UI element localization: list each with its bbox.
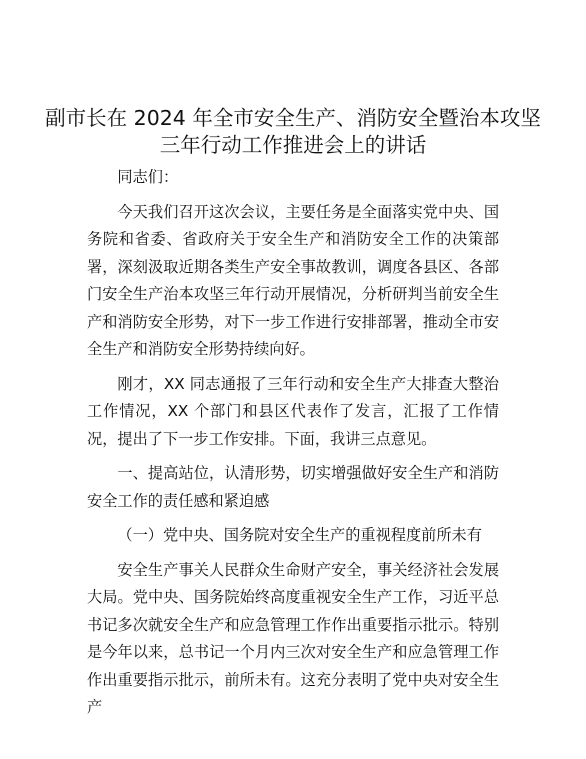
document-body	[87, 164, 499, 729]
body-paragraph-summary: 刚才，XX 同志通报了三年行动和安全生产大排查大整治工作情况，XX 个部门和县区代表作了发言，汇报了工作情况，提出了下一步工作安排。下面，我讲三点意见。	[87, 374, 499, 448]
body-paragraph-opening: 今天我们召开这次会议，主要任务是全面落实党中央、国务院和省委、省政府关于安全生产和消防安全工作的决策部署，深刻汲取近期各类生产安全事故教训，调度各县区、各部门安全生产治本攻坚三年行动开展情况，分析研判当前安全生产和消防安全形势，对下一步工作进行安排部署，推动全市安全生产和消防安全形势持续向好。	[87, 202, 499, 358]
salutation-paragraph: 同志们：	[117, 168, 179, 186]
section-heading-one: 一、提高站位，认清形势，切实增强做好安全生产和消防安全工作的责任感和紧迫感	[87, 464, 499, 510]
subsection-heading-one: （一）党中央、国务院对安全生产的重视程度前所未有	[117, 526, 482, 544]
document-title: 副市长在 2024 年全市安全生产、消防安全暨治本攻坚三年行动工作推进会上的讲话	[45, 106, 541, 157]
body-paragraph-subsection: 安全生产事关人民群众生命财产安全，事关经济社会发展大局。党中央、国务院始终高度重视安全生产工作，习近平总书记多次就安全生产和应急管理工作作出重要指示批示。特别是今年以来，总书记一个月内三次对安全生产和应急管理工作作出重要指示批示，前所未有。这充分表明了党中央对安全生产	[87, 560, 499, 716]
